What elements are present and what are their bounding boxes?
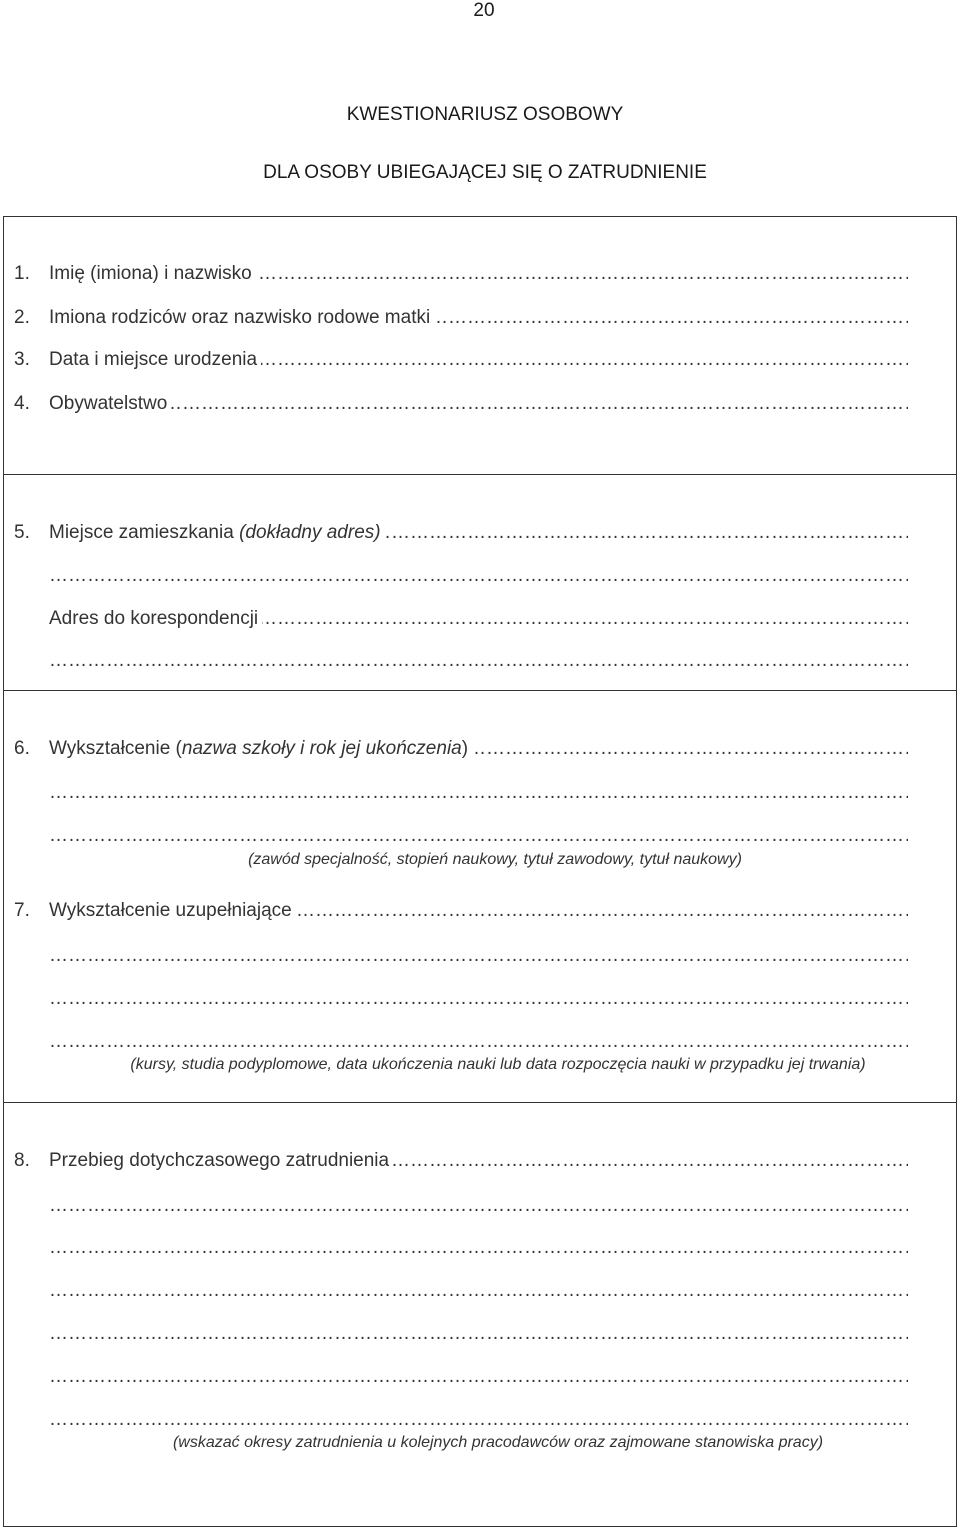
field-label: Imiona rodziców oraz nazwisko rodowe matki: [49, 307, 434, 329]
field-number: 1.: [14, 263, 30, 284]
fill-line: [49, 1409, 908, 1431]
fill-line: [49, 565, 908, 587]
field-hint: nazwa szkoły i rok jej ukończenia: [181, 738, 462, 759]
field-number: 2.: [14, 307, 30, 328]
field-label: Przebieg dotychczasowego zatrudnienia: [49, 1150, 393, 1172]
fill-line: [49, 1280, 908, 1302]
fill-line: [49, 782, 908, 804]
fill-line: [49, 988, 908, 1010]
fill-line: [49, 1195, 908, 1217]
form-title: KWESTIONARIUSZ OSOBOWY: [346, 104, 624, 125]
field-label: Wykształcenie (nazwa szkoły i rok jej ukończenia): [49, 738, 472, 760]
field-label: Obywatelstwo: [49, 393, 171, 415]
form-subtitle: DLA OSOBY UBIEGAJĄCEJ SIĘ O ZATRUDNIENIE: [263, 162, 707, 183]
field-hint: (dokładny adres): [239, 522, 381, 543]
section-divider: [3, 690, 957, 691]
fill-line: [49, 1323, 908, 1345]
fill-line: [49, 650, 908, 672]
field-number: 5.: [14, 522, 30, 543]
page-number: 20: [473, 0, 495, 21]
field-label: Data i miejsce urodzenia: [49, 349, 261, 371]
section-divider: [3, 1102, 957, 1103]
field-label: Miejsce zamieszkania (dokładny adres): [49, 522, 385, 544]
additional-education-caption: (kursy, studia podyplomowe, data ukończenia nauki lub data rozpoczęcia nauki w przypadku jej trwania): [130, 1056, 866, 1073]
fill-line: [49, 1237, 908, 1259]
section-divider: [3, 474, 957, 475]
education-caption: (zawód specjalność, stopień naukowy, tytuł zawodowy, tytuł naukowy): [248, 851, 742, 868]
fill-line: [49, 825, 908, 847]
fill-line: [49, 1366, 908, 1388]
fill-line: [49, 1031, 908, 1053]
field-number: 3.: [14, 349, 30, 370]
fill-line: [49, 945, 908, 967]
field-label: Adres do korespondencji: [49, 608, 262, 630]
field-label: Imię (imiona) i nazwisko: [49, 263, 256, 285]
field-number: 8.: [14, 1150, 30, 1171]
field-label: Wykształcenie uzupełniające: [49, 900, 296, 922]
field-number: 6.: [14, 738, 30, 759]
field-number: 7.: [14, 900, 30, 921]
employment-caption: (wskazać okresy zatrudnienia u kolejnych pracodawców oraz zajmowane stanowiska pracy): [172, 1434, 824, 1451]
fill-line: [49, 393, 908, 415]
field-number: 4.: [14, 393, 30, 414]
